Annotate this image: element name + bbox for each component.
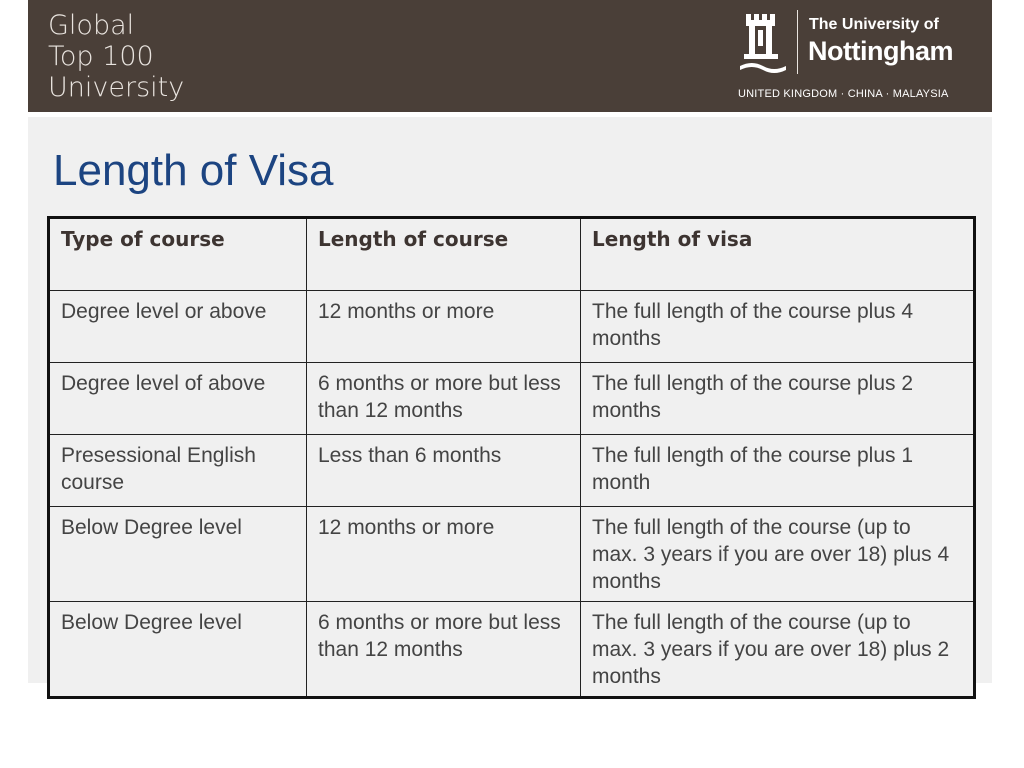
table-cell: Less than 6 months bbox=[307, 435, 581, 507]
table-cell: 12 months or more bbox=[307, 291, 581, 363]
table-cell: The full length of the course plus 1 month bbox=[581, 435, 975, 507]
table-cell: Below Degree level bbox=[49, 507, 307, 602]
table-cell: Below Degree level bbox=[49, 602, 307, 698]
table-cell: The full length of the course (up to max. 3 years if you are over 18) plus 2 months bbox=[581, 602, 975, 698]
table-cell: The full length of the course plus 2 months bbox=[581, 363, 975, 435]
table-cell: Degree level of above bbox=[49, 363, 307, 435]
table-row bbox=[49, 602, 975, 698]
tagline-line: Global bbox=[48, 10, 135, 41]
logo-line-1: The University of bbox=[809, 16, 939, 33]
table-row bbox=[49, 291, 975, 363]
header-banner bbox=[28, 0, 992, 112]
table-cell: Presessional English course bbox=[49, 435, 307, 507]
tagline-line: University bbox=[48, 72, 185, 103]
tagline bbox=[48, 10, 184, 103]
tagline-line: Top 100 bbox=[48, 41, 154, 72]
table-cell: 6 months or more but less than 12 months bbox=[307, 363, 581, 435]
table-cell: The full length of the course (up to max. 3 years if you are over 18) plus 4 months bbox=[581, 507, 975, 602]
table-row bbox=[49, 363, 975, 435]
university-logo bbox=[738, 8, 978, 104]
column-header: Length of course bbox=[307, 218, 581, 291]
logo-line-2: Nottingham bbox=[808, 36, 953, 66]
logo-campuses: UNITED KINGDOM · CHINA · MALAYSIA bbox=[738, 88, 949, 100]
table-cell: Degree level or above bbox=[49, 291, 307, 363]
table-cell: The full length of the course plus 4 months bbox=[581, 291, 975, 363]
slide-title: Length of Visa bbox=[53, 146, 334, 195]
table-cell: 12 months or more bbox=[307, 507, 581, 602]
table-row bbox=[49, 507, 975, 602]
table-header-row bbox=[49, 218, 975, 291]
table-cell: 6 months or more but less than 12 months bbox=[307, 602, 581, 698]
column-header: Type of course bbox=[49, 218, 307, 291]
column-header: Length of visa bbox=[581, 218, 975, 291]
logo-divider bbox=[797, 10, 798, 74]
castle-crest-icon bbox=[740, 10, 786, 76]
table-row bbox=[49, 435, 975, 507]
visa-length-table bbox=[47, 216, 976, 699]
